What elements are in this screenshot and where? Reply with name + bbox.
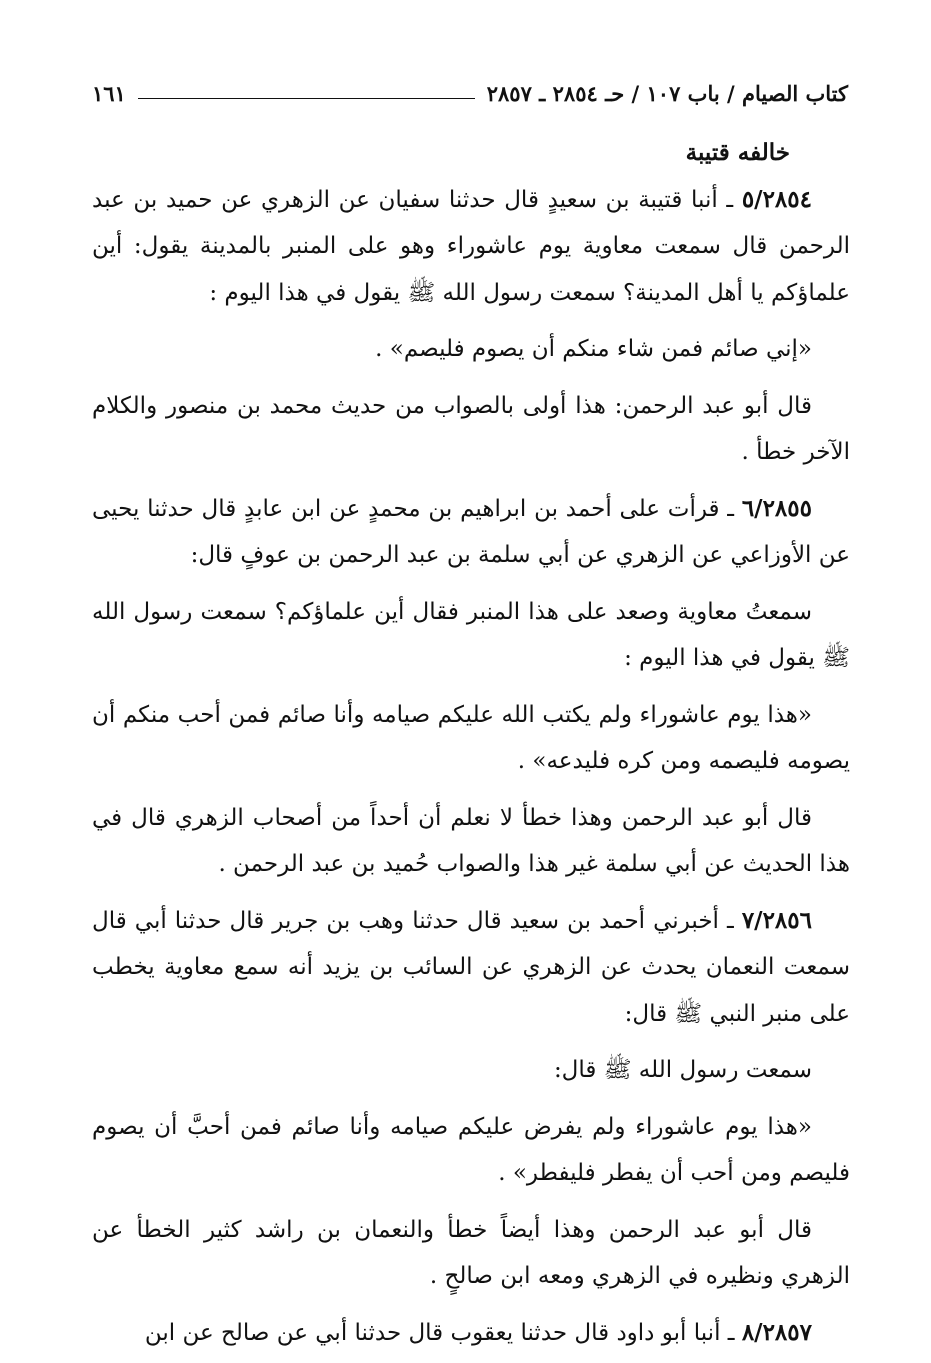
hadith-number: ٥/٢٨٥٤ (741, 185, 812, 213)
hadith-paragraph (92, 898, 850, 1038)
hadith-text: ـ قرأت على أحمد بن ابراهيم بن محمدٍ عن ابن عابدٍ قال حدثنا يحيى عن الأوزاعي عن الزهري عن أبي سلمة بن عبد الرحمن بن عوفٍ قال: (92, 495, 850, 568)
commentary-paragraph: قال أبو عبد الرحمن: هذا أولى بالصواب من حديث محمد بن منصور والكلام الآخر خطأ . (92, 392, 850, 465)
hadith-paragraph (92, 486, 850, 579)
hadith-text: ـ أخبرني أحمد بن سعيد قال حدثنا وهب بن جرير قال حدثنا أبي قال سمعت النعمان يحدث عن الزهري عن السائب بن يزيد أنه سمع معاوية يخطب على منبر النبي ﷺ قال: (92, 907, 850, 1027)
hadith-paragraph (92, 177, 850, 317)
hadith-text: ـ أنبا أبو داود قال حدثنا يعقوب قال حدثنا أبي عن صالح عن ابن (144, 1319, 742, 1346)
hadith-number: ٨/٢٨٥٧ (741, 1318, 812, 1346)
page-body (92, 130, 850, 1356)
hadith-number: ٦/٢٨٥٥ (741, 494, 812, 522)
quote-paragraph: «هذا يوم عاشوراء ولم يكتب الله عليكم صيامه وأنا صائم فمن أحب منكم أن يصومه فليصمه ومن كره فليدعه» . (92, 701, 850, 774)
commentary-paragraph: قال أبو عبد الرحمن وهذا أيضاً خطأ والنعمان بن راشد كثير الخطأ عن الزهري ونظيره في الزهري ومعه ابن صالحٍ . (92, 1216, 850, 1289)
narration-paragraph: سمعت رسول الله ﷺ قال: (553, 1057, 812, 1083)
section-heading: خالفه قتيبة (685, 139, 790, 166)
commentary-paragraph: قال أبو عبد الرحمن وهذا خطأ لا نعلم أن أحداً من أصحاب الزهري قال في هذا الحديث عن أبي سلمة غير هذا والصواب حُميد بن عبد الرحمن . (92, 804, 850, 877)
quote-paragraph: «إني صائم فمن شاء منكم أن يصوم فليصم» . (375, 336, 812, 362)
hadith-number: ٧/٢٨٥٦ (741, 906, 812, 934)
page-header (92, 66, 848, 110)
running-title: كتاب الصيام / باب ١٠٧ / حـ ٢٨٥٤ ـ ٢٨٥٧ (486, 81, 848, 106)
hadith-paragraph (92, 1310, 850, 1357)
header-rule (138, 98, 475, 99)
quote-paragraph: «هذا يوم عاشوراء ولم يفرض عليكم صيامه وأنا صائم فمن أحبَّ أن يصوم فليصم ومن أحب أن يفطر فليفطر» . (92, 1113, 850, 1186)
page-number: ١٦١ (92, 81, 126, 106)
hadith-text: ـ أنبا قتيبة بن سعيدٍ قال حدثنا سفيان عن الزهري عن حميد بن عبد الرحمن قال سمعت معاوية يوم عاشوراء وهو على المنبر بالمدينة يقول: أين علماؤكم يا أهل المدينة؟ سمعت رسول الله ﷺ يقول في هذا اليوم : (92, 186, 850, 306)
narration-paragraph: سمعتُ معاوية وصعد على هذا المنبر فقال أين علماؤكم؟ سمعت رسول الله ﷺ يقول في هذا اليوم : (92, 598, 850, 671)
